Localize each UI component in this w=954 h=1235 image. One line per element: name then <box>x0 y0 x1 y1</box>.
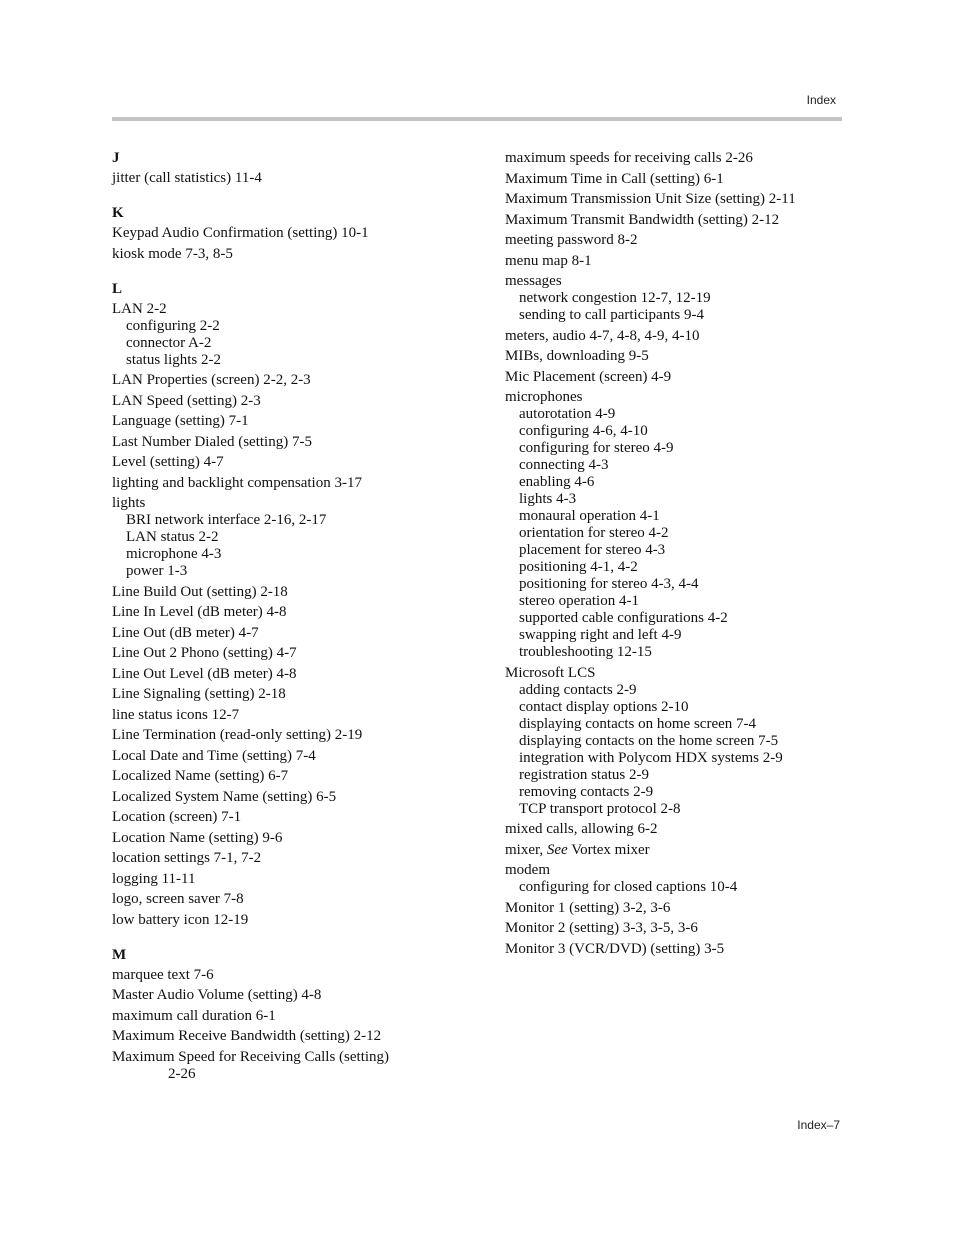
entry-term: low battery icon 12-19 <box>112 911 249 928</box>
index-subentry: troubleshooting 12-15 <box>519 644 652 660</box>
index-entry <box>112 1028 482 1045</box>
entry-term: Monitor 2 (setting) 3-3, 3-5, 3-6 <box>505 920 698 936</box>
index-entry <box>505 842 845 859</box>
entry-term: Line Out Level (dB meter) 4-8 <box>112 665 297 682</box>
index-entry <box>505 191 845 208</box>
running-head: Index <box>806 93 836 107</box>
index-entry <box>112 393 482 410</box>
page-number: Index–7 <box>797 1118 840 1132</box>
index-entry <box>112 707 482 724</box>
index-entry <box>112 809 482 826</box>
entry-term: Line Signaling (setting) 2-18 <box>112 686 286 702</box>
entry-term: Monitor 3 (VCR/DVD) (setting) 3-5 <box>505 940 725 957</box>
entry-term: Line Build Out (setting) 2-18 <box>112 583 288 600</box>
entry-term: LAN Properties (screen) 2-2, 2-3 <box>112 372 311 388</box>
index-subentry: power 1-3 <box>126 563 188 579</box>
entry-term: Line Termination (read-only setting) 2-19 <box>112 727 363 743</box>
entry-term: LAN 2-2 <box>112 300 167 317</box>
index-entry <box>112 625 482 642</box>
index-entry <box>112 246 482 263</box>
entry-continuation: 2-26 <box>168 1065 196 1082</box>
index-entry <box>505 273 845 324</box>
index-subentry: LAN status 2-2 <box>126 529 219 545</box>
entry-term: Last Number Dialed (setting) 7-5 <box>112 433 312 450</box>
entry-term: maximum speeds for receiving calls 2-26 <box>505 150 753 166</box>
index-entry <box>112 645 482 662</box>
index-subentry: status lights 2-2 <box>126 351 222 368</box>
index-subentry: placement for stereo 4-3 <box>519 542 666 558</box>
index-entry <box>112 967 482 984</box>
index-entry <box>112 454 482 471</box>
index-subentry: microphone 4-3 <box>126 546 222 562</box>
index-entry <box>112 850 482 867</box>
index-entry <box>505 348 845 365</box>
index-subentry: monaural operation 4-1 <box>519 508 660 524</box>
entry-term: logging 11-11 <box>112 870 196 887</box>
index-subentry: positioning 4-1, 4-2 <box>519 559 638 575</box>
entry-term: Location Name (setting) 9-6 <box>112 829 283 846</box>
index-subentry: configuring for closed captions 10-4 <box>519 879 738 895</box>
entry-term: lighting and backlight compensation 3-17 <box>112 474 362 491</box>
entry-term: modem <box>505 862 550 878</box>
entry-term: Line In Level (dB meter) 4-8 <box>112 604 287 620</box>
entry-term: mixer, <box>505 841 547 858</box>
index-entry <box>112 495 482 580</box>
index-subentry: integration with Polycom HDX systems 2-9 <box>519 749 783 766</box>
index-entry <box>112 748 482 765</box>
entry-term: Level (setting) 4-7 <box>112 454 224 470</box>
index-entry <box>112 871 482 888</box>
index-entry <box>505 665 845 818</box>
entry-term: microphones <box>505 389 583 405</box>
index-entry <box>112 301 482 369</box>
entry-term: menu map 8-1 <box>505 252 592 269</box>
index-entry <box>112 584 482 601</box>
index-column-right <box>505 150 845 961</box>
entry-term: Maximum Receive Bandwidth (setting) 2-12 <box>112 1028 382 1044</box>
index-subentry: network congestion 12-7, 12-19 <box>519 290 711 306</box>
index-subentry: configuring 2-2 <box>126 317 220 334</box>
index-entry <box>505 900 845 917</box>
letter-heading: M <box>112 946 127 963</box>
index-entry <box>112 768 482 785</box>
index-subentry: supported cable configurations 4-2 <box>519 610 728 626</box>
index-subentry: contact display options 2-10 <box>519 698 689 715</box>
index-entry <box>505 150 845 167</box>
index-subentry: autorotation 4-9 <box>519 406 616 422</box>
index-entry <box>112 372 482 389</box>
entry-term: line status icons 12-7 <box>112 706 240 723</box>
index-entry <box>505 821 845 838</box>
letter-heading: L <box>112 280 123 297</box>
index-entry <box>505 389 845 661</box>
entry-term: Maximum Speed for Receiving Calls (setting) <box>112 1048 390 1065</box>
index-entry <box>505 862 845 896</box>
entry-term: Master Audio Volume (setting) 4-8 <box>112 987 322 1003</box>
index-entry <box>112 434 482 451</box>
entry-term: meters, audio 4-7, 4-8, 4-9, 4-10 <box>505 327 700 344</box>
index-entry <box>112 604 482 621</box>
index-entry <box>112 789 482 806</box>
index-subentry: configuring for stereo 4-9 <box>519 440 674 456</box>
entry-term: jitter (call statistics) 11-4 <box>112 170 262 186</box>
entry-term: Maximum Time in Call (setting) 6-1 <box>505 170 724 187</box>
index-entry <box>112 413 482 430</box>
index-entry <box>112 912 482 929</box>
entry-term: Maximum Transmission Unit Size (setting) 2-11 <box>505 191 796 207</box>
index-entry <box>505 941 845 958</box>
index-subentry: displaying contacts on home screen 7-4 <box>519 715 757 732</box>
entry-term: Maximum Transmit Bandwidth (setting) 2-12 <box>505 211 780 228</box>
index-entry <box>505 212 845 229</box>
entry-term: Localized Name (setting) 6-7 <box>112 768 289 784</box>
index-entry <box>112 170 482 187</box>
see-reference: See <box>546 841 568 858</box>
index-subentry: positioning for stereo 4-3, 4-4 <box>519 576 699 592</box>
header-rule <box>112 117 842 121</box>
entry-term: messages <box>505 273 562 289</box>
index-entry <box>505 328 845 345</box>
index-entry <box>112 1008 482 1025</box>
index-subentry: connector A-2 <box>126 334 212 351</box>
index-column-left <box>112 150 482 1086</box>
entry-term: Microsoft LCS <box>505 664 596 681</box>
entry-term: meeting password 8-2 <box>505 232 638 248</box>
index-entry <box>112 475 482 492</box>
entry-term: LAN Speed (setting) 2-3 <box>112 392 261 409</box>
index-subentry: displaying contacts on the home screen 7-5 <box>519 732 779 749</box>
index-subentry: enabling 4-6 <box>519 474 595 490</box>
index-subentry: swapping right and left 4-9 <box>519 627 682 643</box>
index-subentry: lights 4-3 <box>519 491 577 507</box>
entry-term: Mic Placement (screen) 4-9 <box>505 368 672 385</box>
entry-term: mixed calls, allowing 6-2 <box>505 821 658 837</box>
index-subentry: BRI network interface 2-16, 2-17 <box>126 512 327 528</box>
entry-term: Location (screen) 7-1 <box>112 809 242 825</box>
index-entry <box>505 171 845 188</box>
index-entry <box>112 830 482 847</box>
index-subentry: TCP transport protocol 2-8 <box>519 800 681 817</box>
index-subentry: registration status 2-9 <box>519 766 649 783</box>
index-entry <box>112 225 482 242</box>
entry-term: MIBs, downloading 9-5 <box>505 348 649 364</box>
index-subentry: sending to call participants 9-4 <box>519 307 704 323</box>
letter-heading: K <box>112 205 124 221</box>
entry-term: maximum call duration 6-1 <box>112 1007 276 1024</box>
index-subentry: adding contacts 2-9 <box>519 681 637 698</box>
entry-term: Language (setting) 7-1 <box>112 413 249 429</box>
index-entry <box>505 253 845 270</box>
entry-term: lights <box>112 495 146 511</box>
index-subentry: connecting 4-3 <box>519 457 609 473</box>
entry-term: logo, screen saver 7-8 <box>112 891 244 907</box>
index-entry <box>505 369 845 386</box>
entry-target: Vortex mixer <box>567 841 650 858</box>
index-entry <box>505 232 845 249</box>
entry-term: kiosk mode 7-3, 8-5 <box>112 245 233 262</box>
entry-term: Keypad Audio Confirmation (setting) 10-1 <box>112 225 369 241</box>
index-entry <box>112 727 482 744</box>
entry-term: Local Date and Time (setting) 7-4 <box>112 747 316 764</box>
index-subentry: stereo operation 4-1 <box>519 593 639 609</box>
entry-term: Localized System Name (setting) 6-5 <box>112 788 337 805</box>
index-subentry: orientation for stereo 4-2 <box>519 525 669 541</box>
entry-term: Line Out (dB meter) 4-7 <box>112 624 259 641</box>
index-entry <box>112 666 482 683</box>
entry-term: marquee text 7-6 <box>112 966 214 983</box>
entry-term: Line Out 2 Phono (setting) 4-7 <box>112 645 297 661</box>
index-subentry: configuring 4-6, 4-10 <box>519 423 648 439</box>
index-entry <box>112 1049 482 1083</box>
index-entry <box>505 920 845 937</box>
entry-term: location settings 7-1, 7-2 <box>112 850 262 866</box>
index-entry <box>112 891 482 908</box>
letter-heading: J <box>112 150 120 166</box>
index-entry <box>112 987 482 1004</box>
index-entry <box>112 686 482 703</box>
index-subentry: removing contacts 2-9 <box>519 783 654 800</box>
entry-term: Monitor 1 (setting) 3-2, 3-6 <box>505 899 671 916</box>
